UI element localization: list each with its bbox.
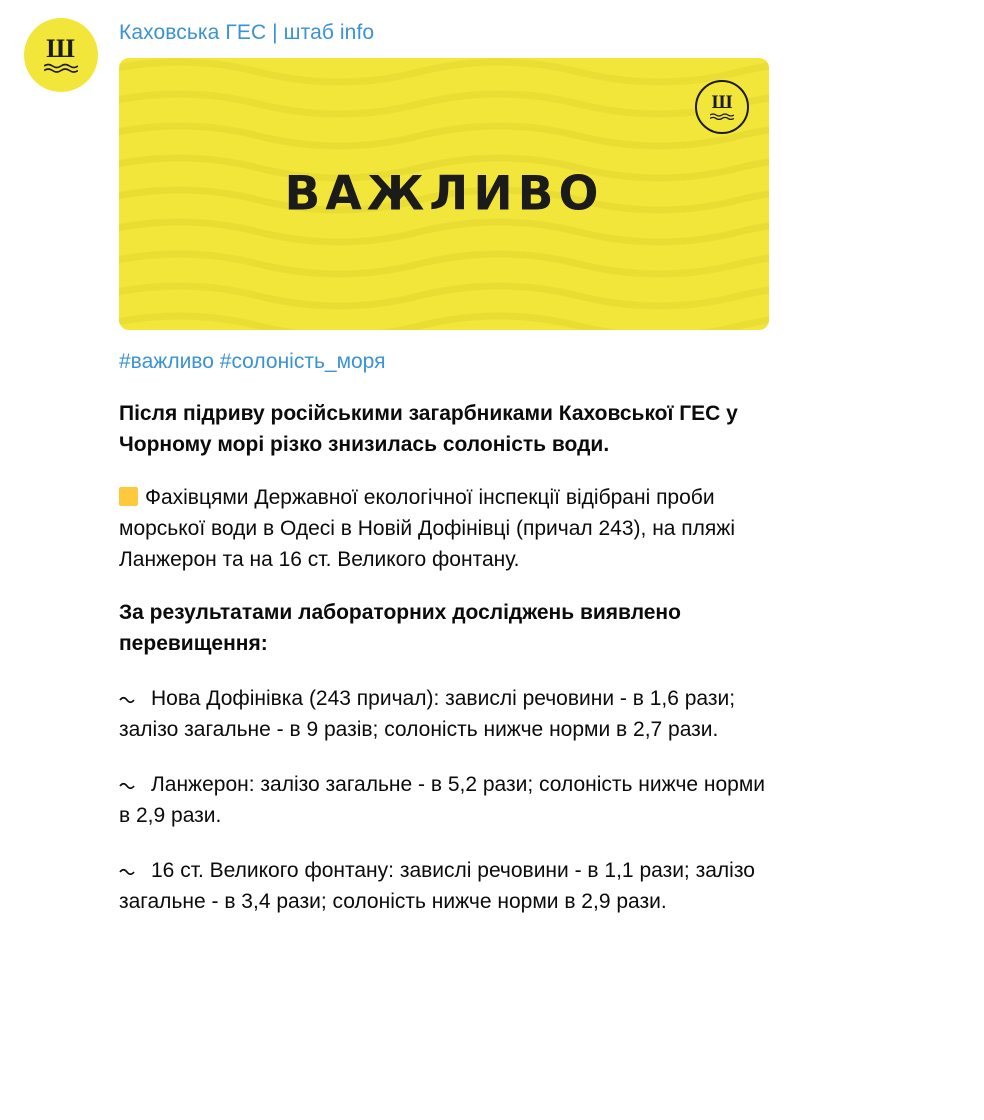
- post-bullet-lanzheron-text: Ланжерон: залізо загальне - в 5,2 рази; солоність нижче норми в 2,9 рази.: [119, 773, 766, 827]
- avatar-glyph: Ш: [46, 34, 76, 64]
- hashtag-list: [119, 348, 779, 376]
- post-paragraph-sampling: [119, 482, 779, 575]
- post-bullet-nova-dofinivka-text: Нова Дофінівка (243 причал): завислі речовини - в 1,6 рази; залізо загальне - в 9 разів; солоність нижче норми в 2,7 рази.: [119, 687, 736, 741]
- post-bullet-nova-dofinivka: [119, 681, 779, 745]
- banner-badge-glyph: Ш: [711, 91, 733, 113]
- post-bullet-lanzheron: [119, 767, 779, 831]
- hashtag-solonist-morya[interactable]: #солоність_моря: [219, 350, 386, 373]
- post-image-banner[interactable]: [119, 58, 769, 330]
- yellow-square-icon: [119, 487, 138, 506]
- post-paragraph-sampling-text: Фахівцями Державної екологічної інспекції відібрані проби морської води в Одесі в Новій Дофінівці (причал 243), на пляжі Ланжерон та на 16 ст. Великого фонтану.: [119, 486, 736, 571]
- hashtag-vazhlyvo[interactable]: #важливо: [119, 350, 214, 373]
- wave-bullet-icon: [119, 767, 145, 798]
- wave-bullet-icon: [119, 853, 145, 884]
- post-bullet-velykyi-fontan: [119, 853, 819, 917]
- waves-icon: [44, 63, 78, 73]
- avatar[interactable]: [24, 18, 98, 92]
- waves-icon: [710, 113, 734, 120]
- banner-badge: [695, 80, 749, 134]
- banner-title: ВАЖЛИВО: [284, 166, 604, 222]
- post-content: [119, 20, 779, 917]
- wave-bullet-icon: [119, 681, 145, 712]
- post-paragraph-lede: Після підриву російськими загарбниками Каховської ГЕС у Чорному морі різко знизилась солоність води.: [119, 402, 738, 456]
- post-paragraph-results-heading: За результатами лабораторних досліджень виявлено перевищення:: [119, 601, 681, 655]
- post-bullet-velykyi-fontan-text: 16 ст. Великого фонтану: завислі речовини - в 1,1 рази; залізо загальне - в 3,4 рази; солоність нижче норми в 2,9 рази.: [119, 859, 755, 913]
- channel-name[interactable]: Каховська ГЕС | штаб info: [119, 21, 375, 44]
